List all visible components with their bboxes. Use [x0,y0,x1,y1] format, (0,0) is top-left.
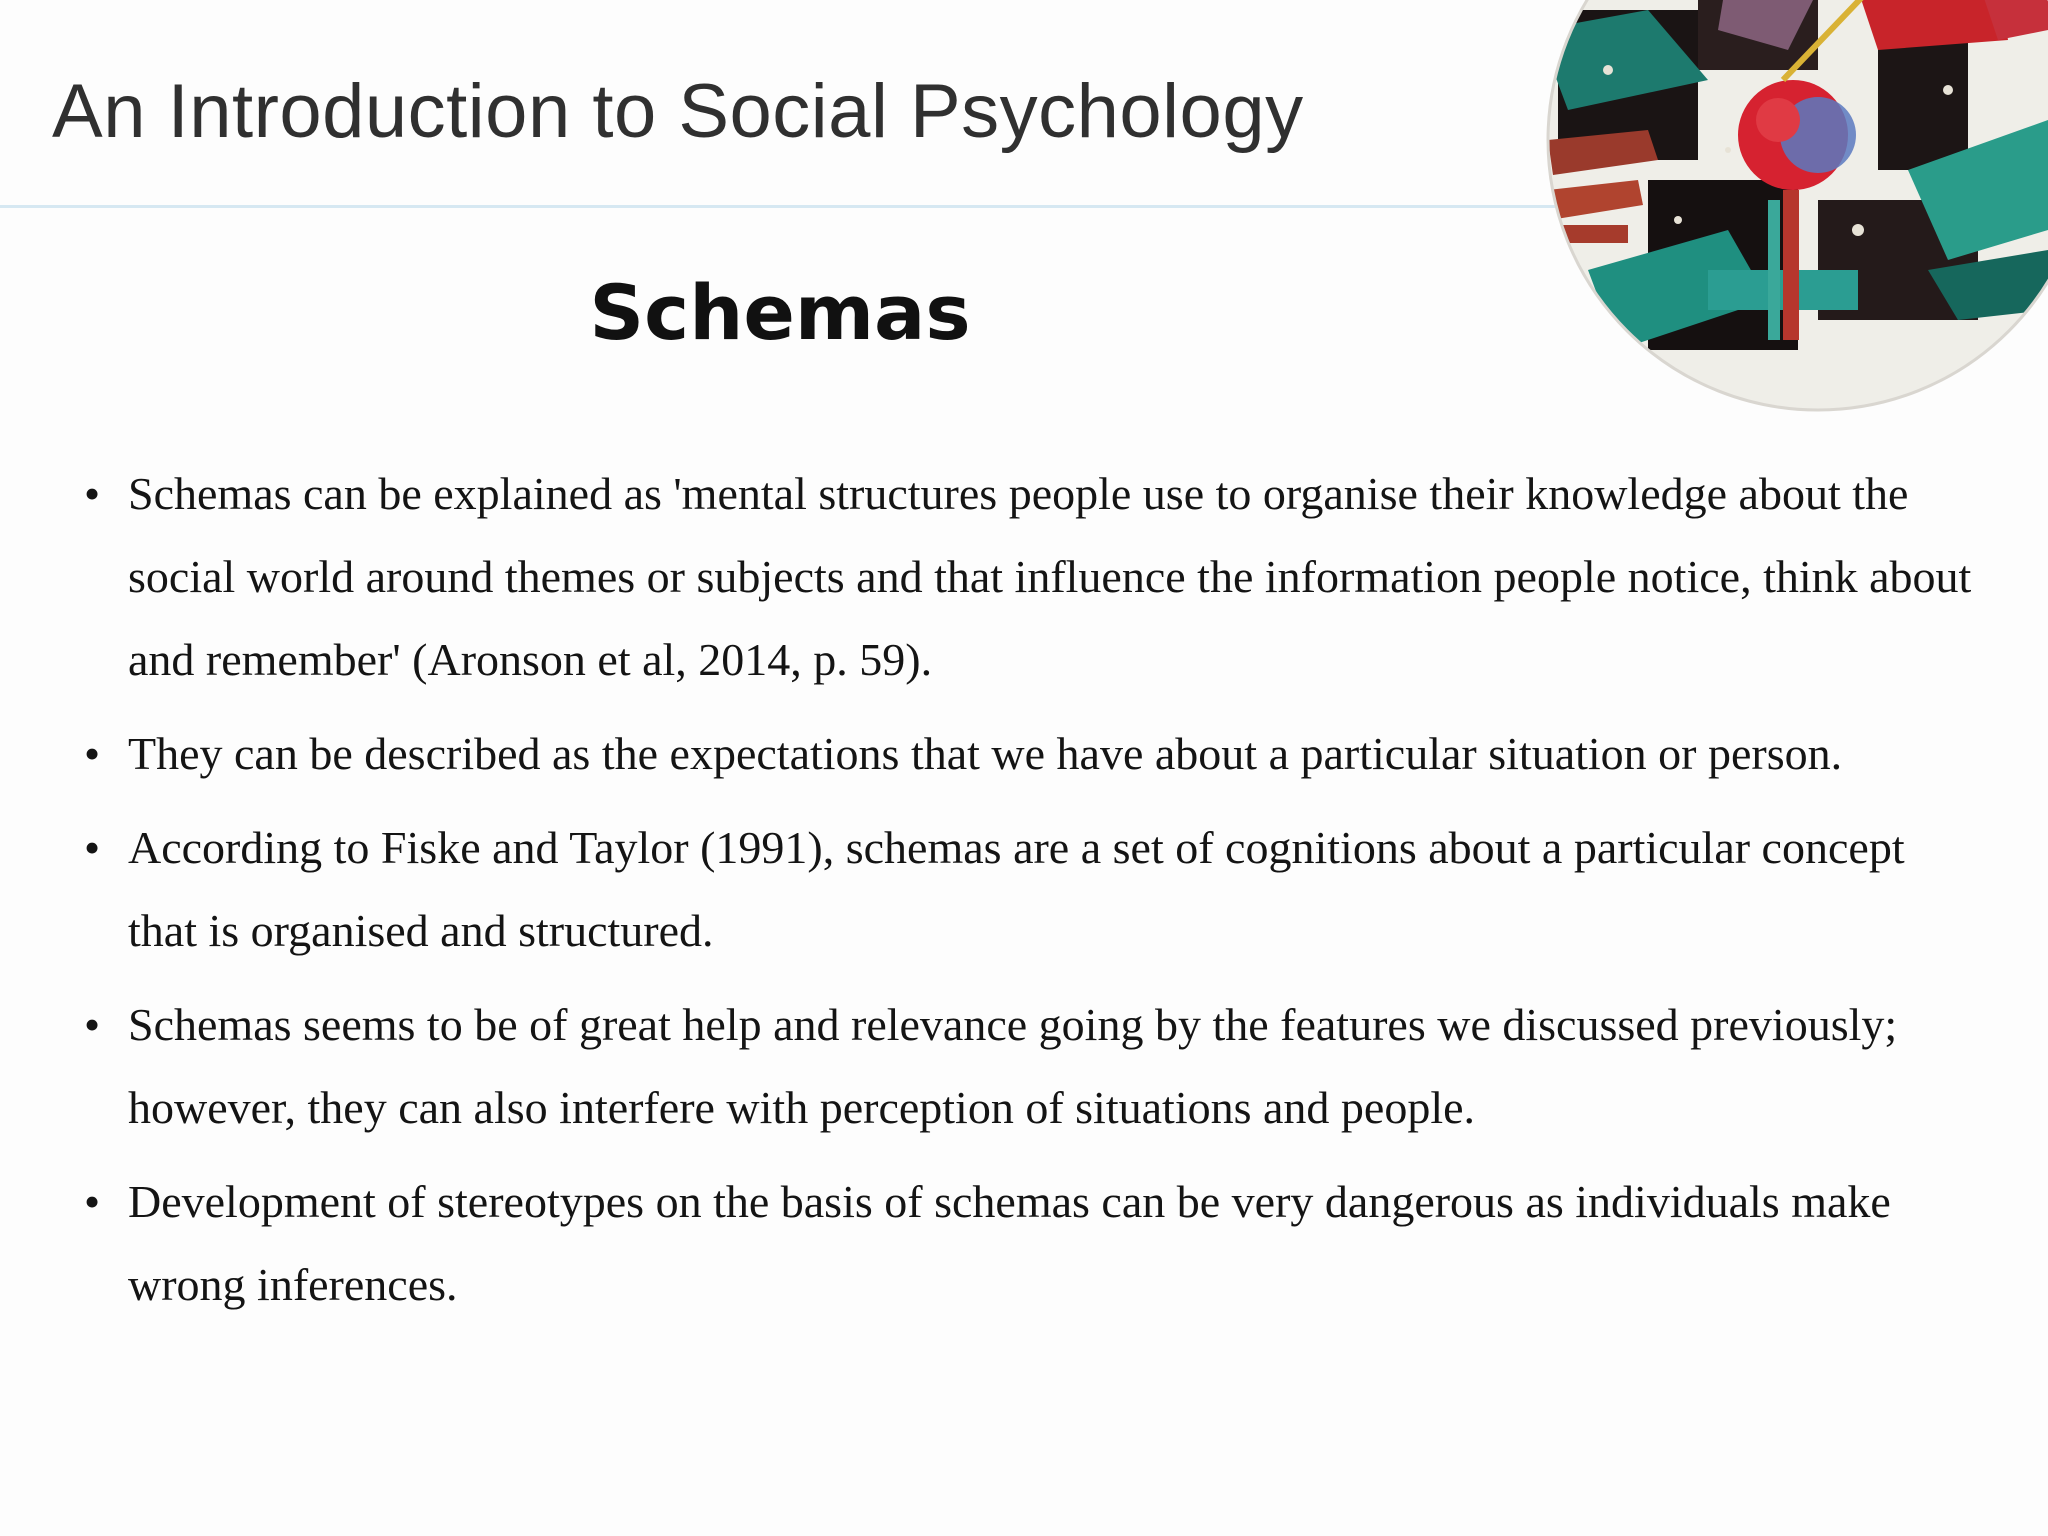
bullet-text: Development of stereotypes on the basis of schemas can be very dangerous as individuals make wrong inferences. [128,1176,1891,1310]
slide-title: Schemas [589,268,971,357]
bullet-marker: • [84,728,101,779]
bullet-marker: • [84,822,101,873]
header-divider [0,205,1560,208]
bullet-text: Schemas seems to be of great help and relevance going by the features we discussed previously; however, they can also interfere with perception of situations and people. [128,999,1898,1133]
bullet-marker: • [84,999,101,1050]
bullet-item [78,712,1978,795]
course-title: An Introduction to Social Psychology [52,69,1304,154]
bullet-item [78,806,1978,972]
bullet-item [78,983,1978,1149]
bullet-list [78,452,1978,1337]
bullet-item [78,1160,1978,1326]
bullet-text: They can be described as the expectations that we have about a particular situation or person. [128,728,1843,779]
book-cover-artwork [1528,0,2048,430]
bullet-marker: • [84,468,101,519]
bullet-marker: • [84,1176,101,1227]
bullet-item [78,452,1978,701]
bullet-text: According to Fiske and Taylor (1991), schemas are a set of cognitions about a particular concept that is organised and structured. [128,822,1905,956]
bullet-text: Schemas can be explained as 'mental structures people use to organise their knowledge about the social world around themes or subjects and that influence the information people notice, think about and remember' (Aronson et al, 2014, p. 59). [128,468,1972,685]
